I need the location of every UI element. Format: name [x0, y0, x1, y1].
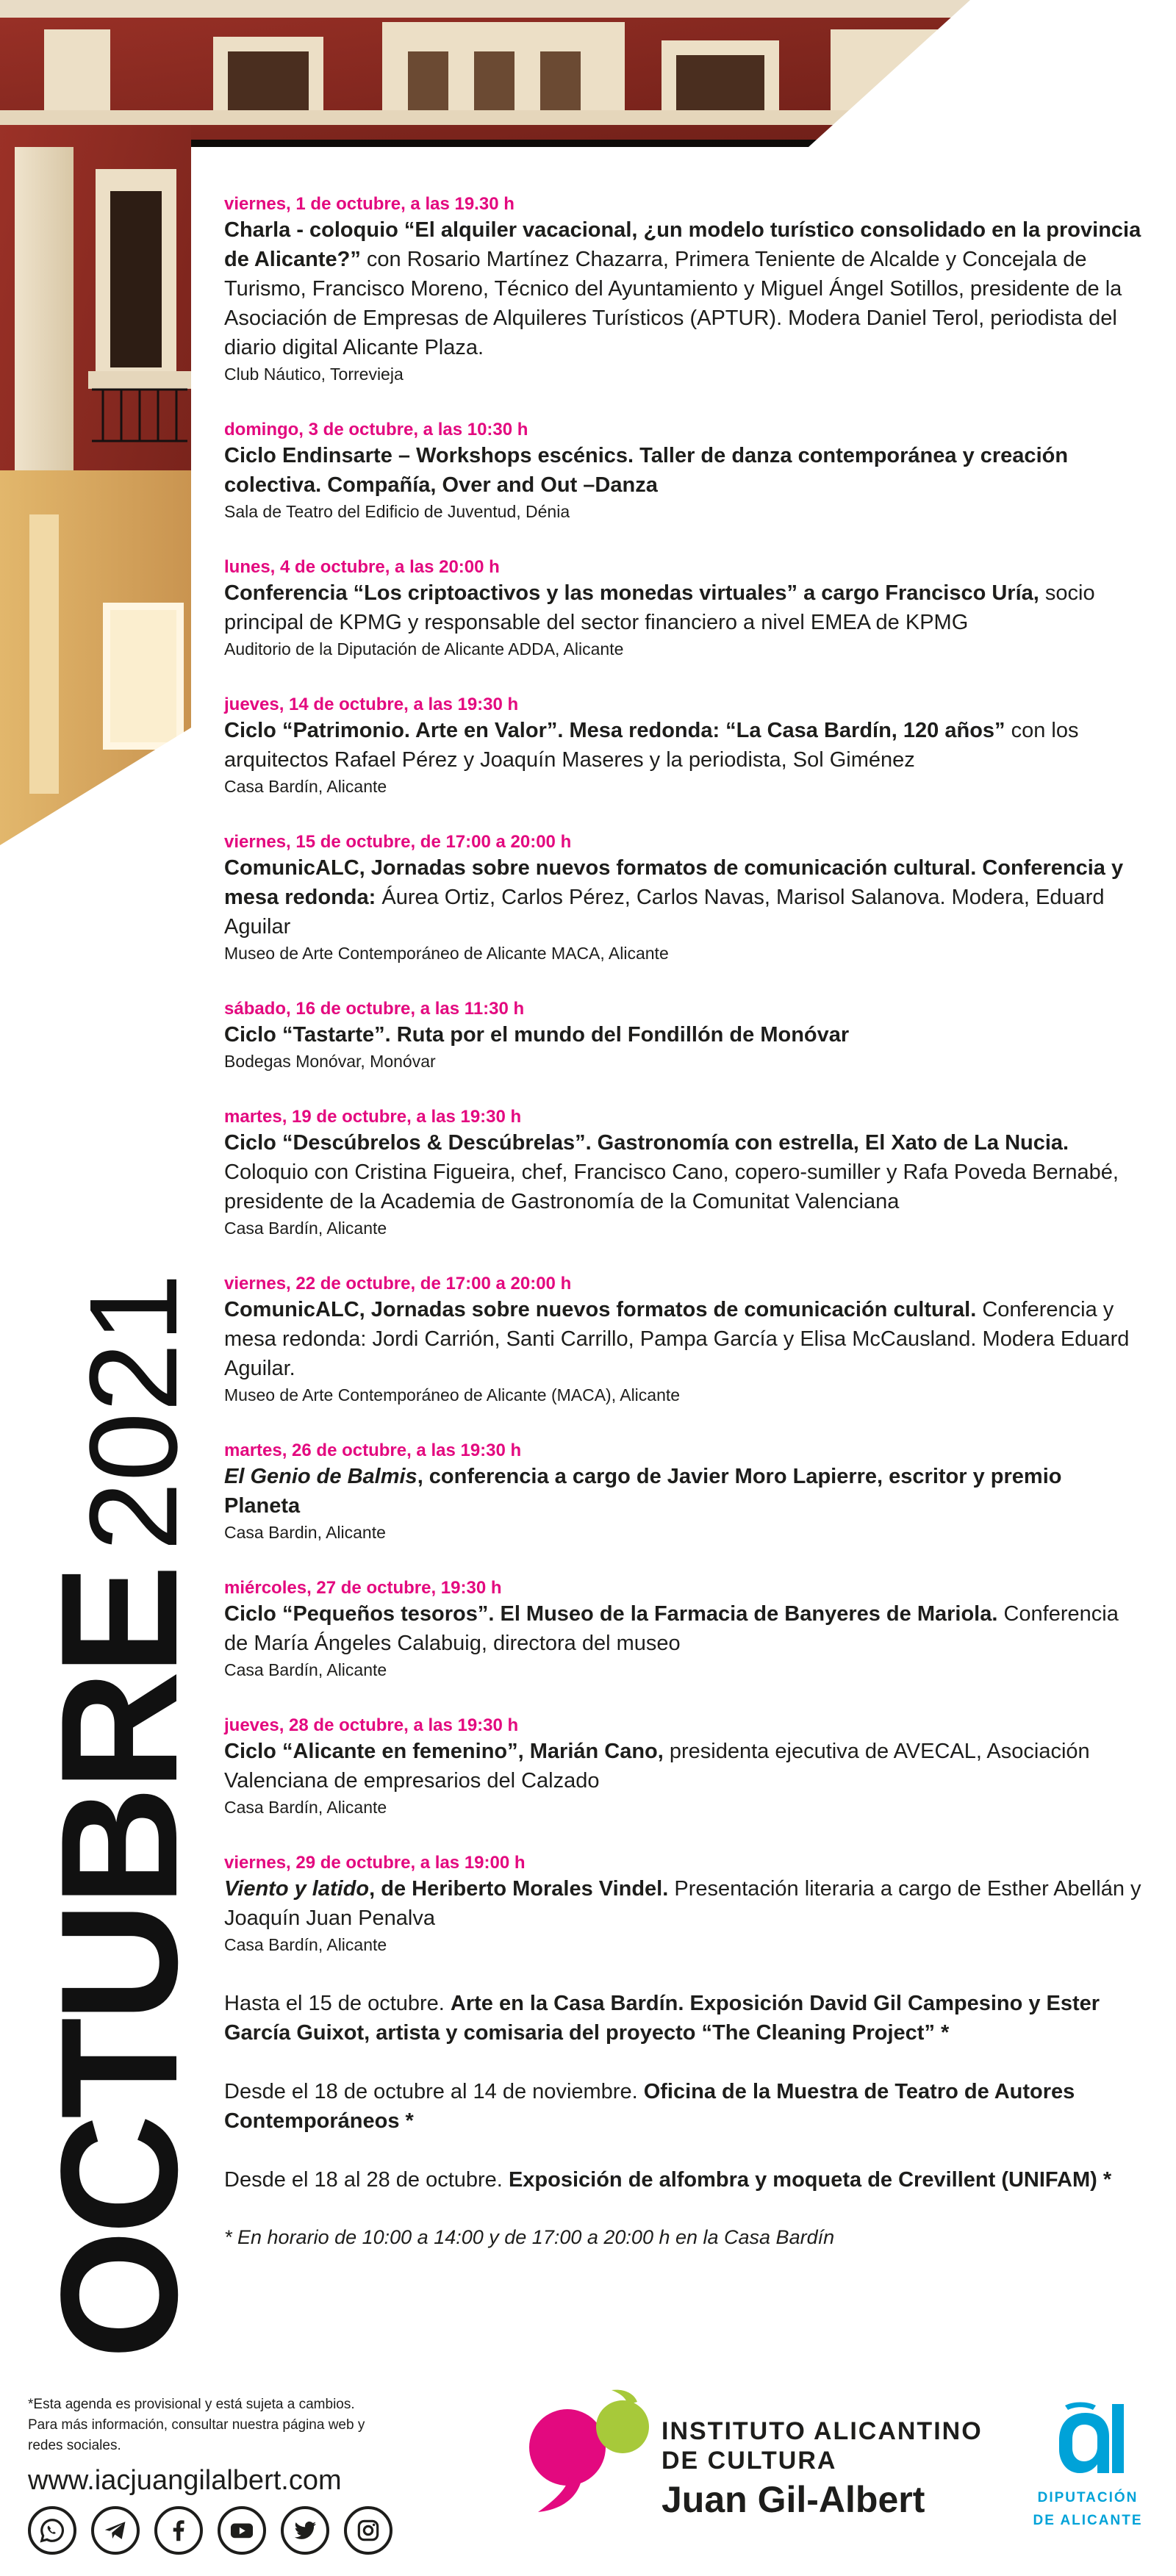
event-place: Museo de Arte Contemporáneo de Alicante MACA, Alicante — [224, 944, 669, 963]
event-date: miércoles, 27 de octubre, 19:30 h — [224, 1578, 502, 1598]
event-place: Club Náutico, Torrevieja — [224, 365, 404, 384]
event-item — [224, 193, 1143, 386]
event-place: Casa Bardín, Alicante — [224, 1798, 387, 1817]
event-place: Casa Bardín, Alicante — [224, 1935, 387, 1954]
institute-line-1: INSTITUTO ALICANTINO — [662, 2417, 983, 2445]
institute-line-2: DE CULTURA — [662, 2447, 837, 2475]
event-item — [224, 1105, 1143, 1240]
event-description: El Genio de Balmis, conferencia a cargo de Javier Moro Lapierre, escritor y premio Planeta — [224, 1465, 1062, 1518]
website-link[interactable]: www.iacjuangilalbert.com — [28, 2465, 342, 2496]
event-item — [224, 830, 1143, 965]
instagram-icon[interactable] — [344, 2506, 392, 2555]
agenda-list — [224, 193, 1143, 2250]
exhibition-note: Desde el 18 de octubre al 14 de noviembre. Oficina de la Muestra de Teatro de Autores Contemporáneos * — [224, 2080, 1075, 2133]
event-description: ComunicALC, Jornadas sobre nuevos formatos de comunicación cultural. Conferencia y mesa redonda: Jordi Carrión, Santi Carrillo, Pampa García y Elisa McCausland. Modera Eduard Aguilar. — [224, 1298, 1130, 1380]
diputacion-line-2: DE ALICANTE — [1033, 2513, 1143, 2528]
event-date: viernes, 22 de octubre, de 17:00 a 20:00 h — [224, 1274, 572, 1294]
event-date: lunes, 4 de octubre, a las 20:00 h — [224, 557, 500, 577]
disclaimer-text: *Esta agenda es provisional y está sujeta a cambios. Para más información, consultar nuestra página web y redes sociales. — [28, 2397, 365, 2453]
event-date: viernes, 1 de octubre, a las 19.30 h — [224, 194, 514, 214]
event-item — [224, 693, 1143, 798]
event-place: Casa Bardín, Alicante — [224, 1660, 387, 1679]
event-description: Conferencia “Los criptoactivos y las monedas virtuales” a cargo Francisco Uría, socio principal de KPMG y responsable del sector financiero a nivel EMEA de KPMG — [224, 581, 1095, 634]
event-item — [224, 1576, 1143, 1682]
month-year: 2021 — [64, 1273, 204, 1551]
institute-name — [662, 2417, 983, 2522]
event-item — [224, 997, 1143, 1073]
event-description: Ciclo “Tastarte”. Ruta por el mundo del Fondillón de Monóvar — [224, 1023, 850, 1047]
event-place: Bodegas Monóvar, Monóvar — [224, 1052, 436, 1071]
event-place: Auditorio de la Diputación de Alicante ADDA, Alicante — [224, 639, 624, 659]
event-item — [224, 1439, 1143, 1544]
diputacion-logo — [1033, 2400, 1143, 2530]
event-item — [224, 1851, 1143, 1956]
diputacion-emblem-icon — [1047, 2400, 1128, 2480]
event-description: Ciclo “Alicante en femenino”, Marián Cano, presidenta ejecutiva de AVECAL, Asociación Valenciana de empresarios del Calzado — [224, 1740, 1090, 1793]
exhibition-note: Hasta el 15 de octubre. Arte en la Casa Bardín. Exposición David Gil Campesino y Ester García Guixot, artista y comisaria del proyecto “The Cleaning Project” * — [224, 1992, 1100, 2045]
event-place: Museo de Arte Contemporáneo de Alicante (MACA), Alicante — [224, 1385, 681, 1404]
social-links — [28, 2506, 392, 2555]
telegram-icon[interactable] — [91, 2506, 140, 2555]
event-date: viernes, 29 de octubre, a las 19:00 h — [224, 1853, 526, 1873]
month-title — [26, 1154, 212, 2359]
event-item — [224, 1272, 1143, 1407]
schedule-footnote: * En horario de 10:00 a 14:00 y de 17:00 a 20:00 h en la Casa Bardín — [224, 2226, 835, 2248]
facebook-icon[interactable] — [154, 2506, 203, 2555]
event-description: Ciclo Endinsarte – Workshops escénics. Taller de danza contemporánea y creación colectiva. Compañía, Over and Out –Danza — [224, 444, 1069, 497]
institute-line-3: Juan Gil-Albert — [662, 2479, 925, 2520]
event-description: Viento y latido, de Heriberto Morales Vindel. Presentación literaria a cargo de Esther Abellán y Joaquín Juan Penalva — [224, 1877, 1141, 1930]
diputacion-line-1: DIPUTACIÓN — [1037, 2490, 1139, 2505]
event-date: viernes, 15 de octubre, de 17:00 a 20:00 h — [224, 832, 572, 852]
event-description: Charla - coloquio “El alquiler vacacional, ¿un modelo turístico consolidado en la provincia de Alicante?” con Rosario Martínez Chazarra, Primera Teniente de Alcalde y Concejala de Turismo, Francisco Moreno, Técnico del Ayuntamiento y Miguel Ángel Sotillos, presidente de la Asociación de Empresas de Alquileres Turísticos (APTUR). Modera Daniel Terol, periodista del diario digital Alicante Plaza. — [224, 218, 1141, 359]
month-word: OCTUBRE — [26, 1568, 212, 2359]
event-item — [224, 1714, 1143, 1819]
event-place: Casa Bardín, Alicante — [224, 1219, 387, 1238]
event-date: domingo, 3 de octubre, a las 10:30 h — [224, 420, 528, 440]
event-date: jueves, 28 de octubre, a las 19:30 h — [224, 1715, 519, 1735]
event-description: ComunicALC, Jornadas sobre nuevos formatos de comunicación cultural. Conferencia y mesa redonda: Áurea Ortiz, Carlos Pérez, Carlos Navas, Marisol Salanova. Modera, Eduard Aguilar — [224, 856, 1124, 939]
event-date: martes, 26 de octubre, a las 19:30 h — [224, 1441, 522, 1460]
event-description: Ciclo “Pequeños tesoros”. El Museo de la Farmacia de Banyeres de Mariola. Conferencia de María Ángeles Calabuig, directora del museo — [224, 1602, 1119, 1655]
event-place: Sala de Teatro del Edificio de Juventud, Dénia — [224, 502, 570, 521]
event-place: Casa Bardín, Alicante — [224, 777, 387, 796]
event-date: martes, 19 de octubre, a las 19:30 h — [224, 1107, 522, 1127]
event-date: sábado, 16 de octubre, a las 11:30 h — [224, 999, 525, 1019]
event-description: Ciclo “Descúbrelos & Descúbrelas”. Gastronomía con estrella, El Xato de La Nucia. Coloquio con Cristina Figueira, chef, Francisco Cano, copero-sumiller y Rafa Poveda Bernabé, presidente de la Academia de Gastronomía de la Comunitat Valenciana — [224, 1131, 1119, 1213]
exhibition-note: Desde el 18 al 28 de octubre. Exposición de alfombra y moqueta de Crevillent (UNIFAM) * — [224, 2168, 1112, 2192]
event-place: Casa Bardin, Alicante — [224, 1523, 386, 1542]
event-date: jueves, 14 de octubre, a las 19:30 h — [224, 695, 519, 714]
institute-logo-icon — [523, 2389, 656, 2517]
event-item — [224, 556, 1143, 661]
event-description: Ciclo “Patrimonio. Arte en Valor”. Mesa redonda: “La Casa Bardín, 120 años” con los arquitectos Rafael Pérez y Joaquín Maseres y la periodista, Sol Giménez — [224, 719, 1079, 772]
event-item — [224, 418, 1143, 523]
youtube-icon[interactable] — [218, 2506, 266, 2555]
whatsapp-icon[interactable] — [28, 2506, 76, 2555]
twitter-icon[interactable] — [281, 2506, 329, 2555]
